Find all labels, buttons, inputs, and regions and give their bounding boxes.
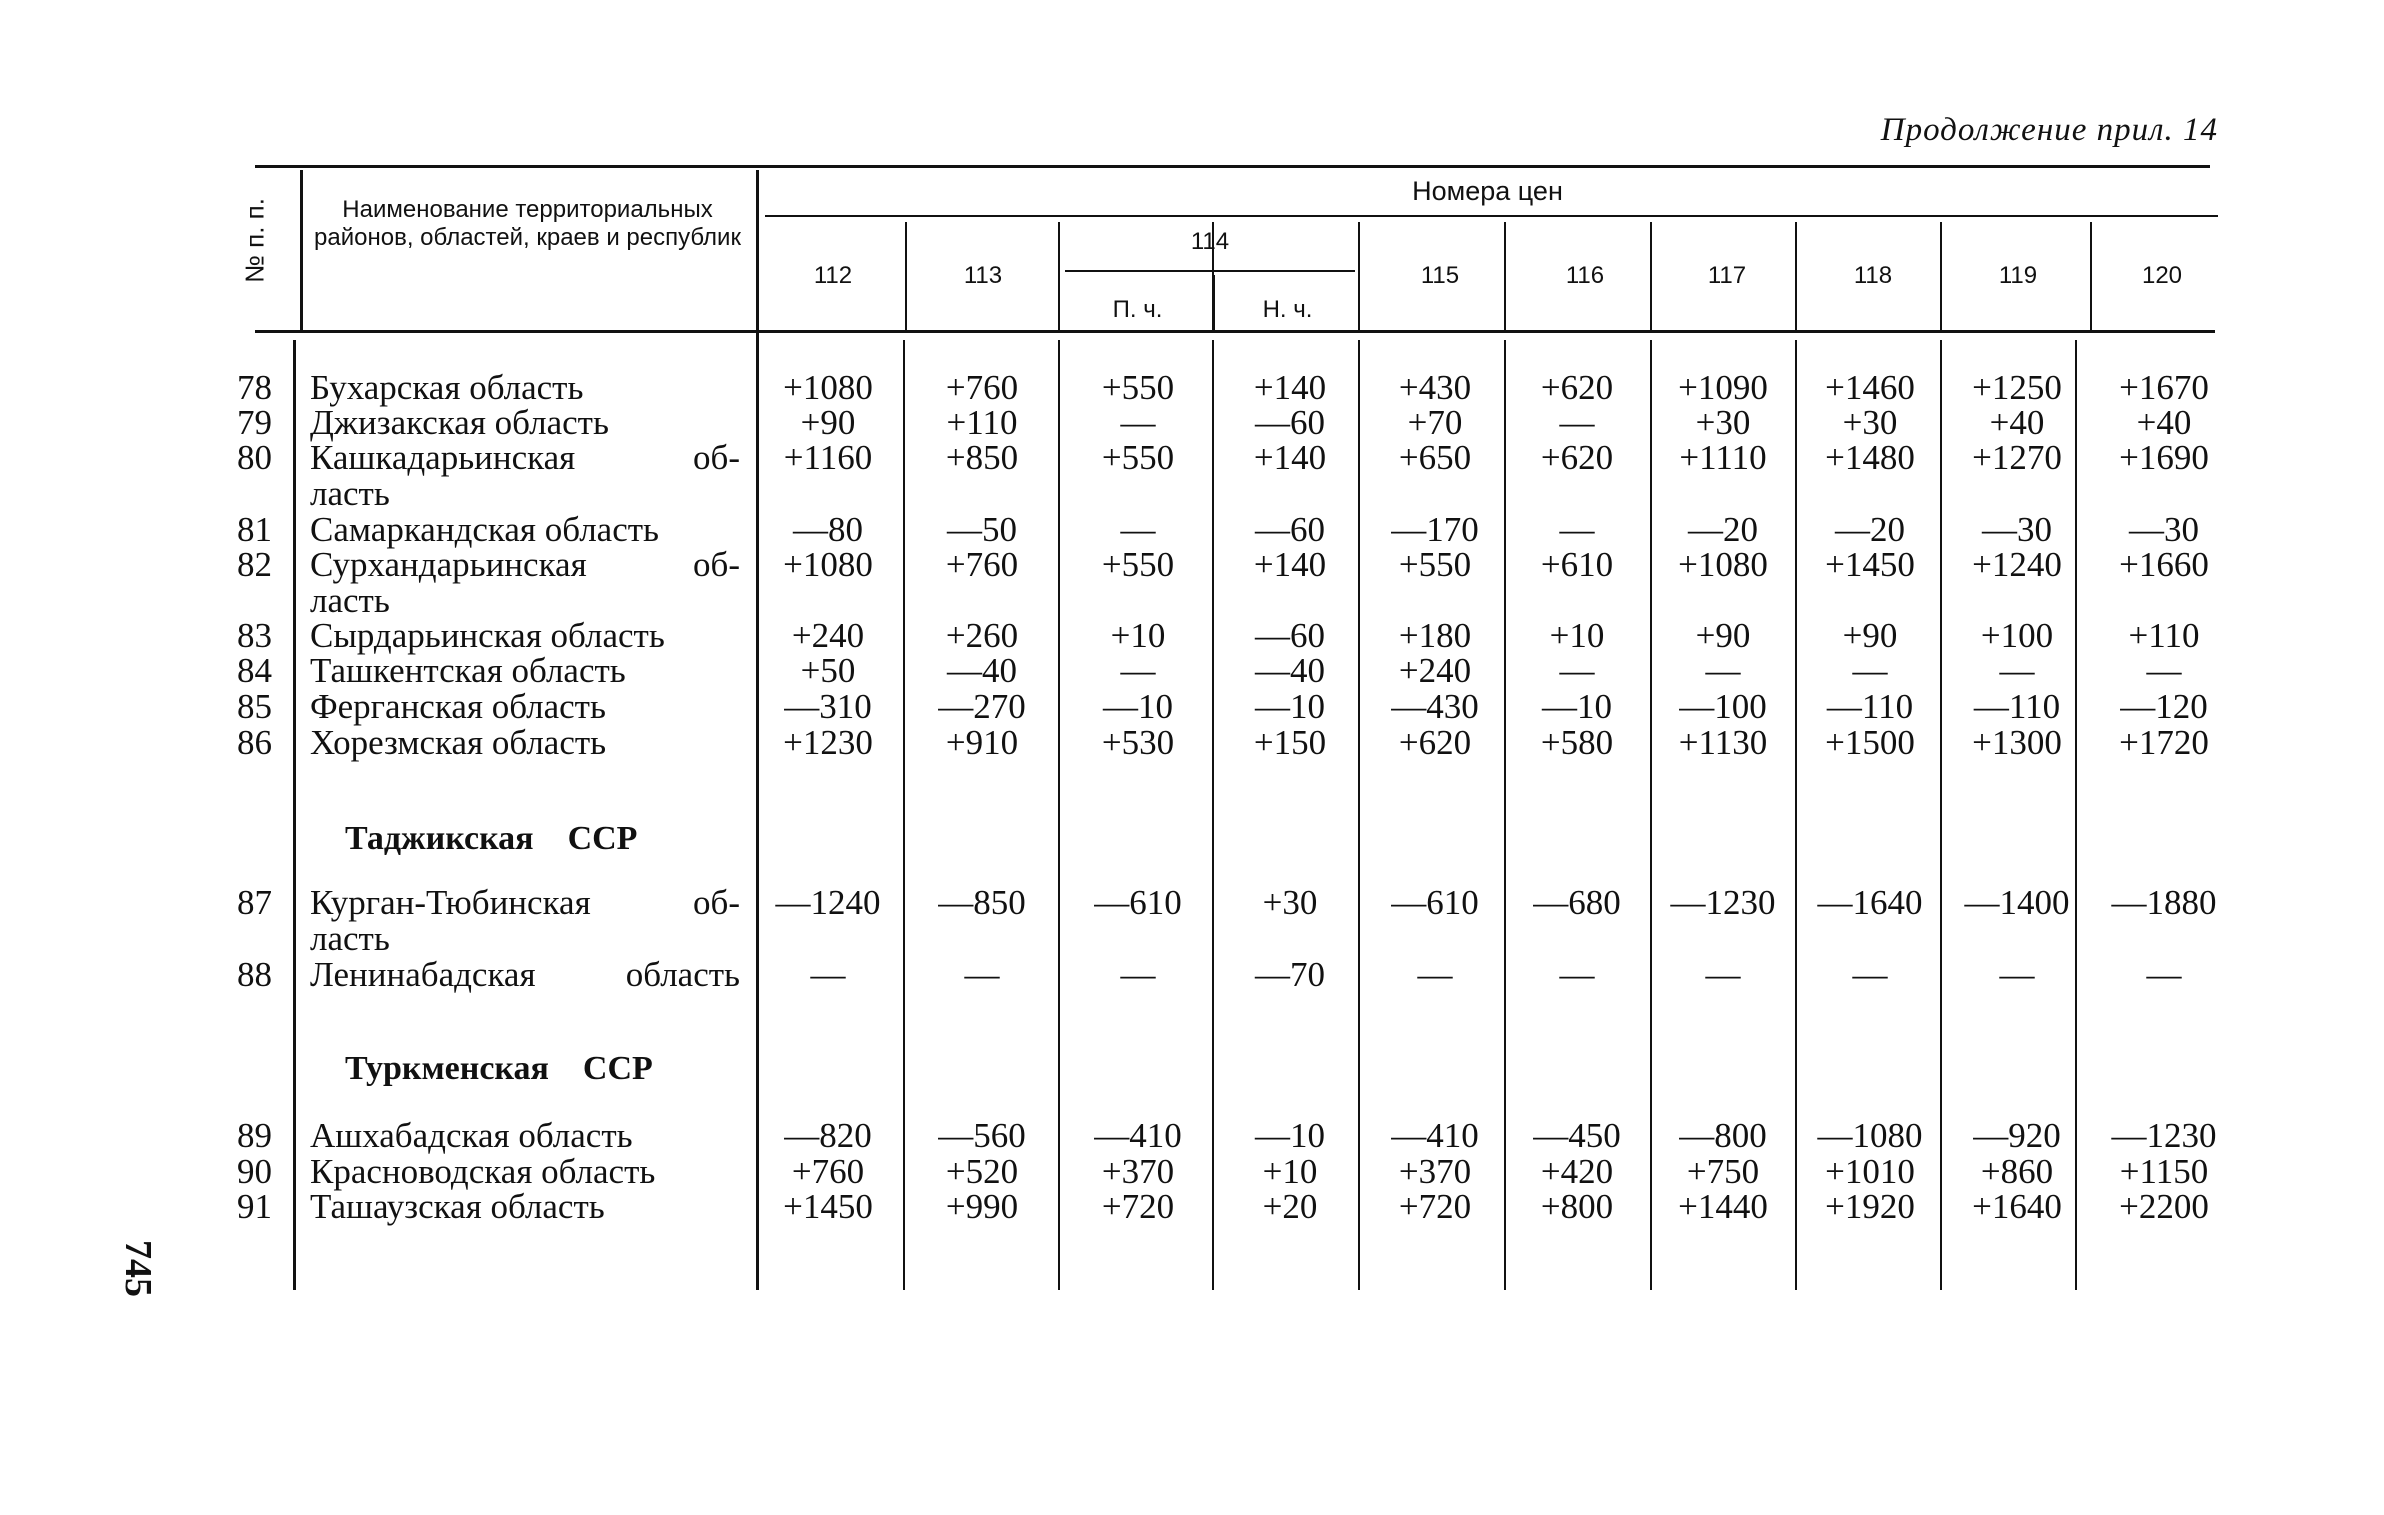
table-cell: —: [1705, 955, 1741, 994]
table-cell: —40: [1255, 651, 1325, 690]
table-cell: —310: [784, 687, 872, 726]
table-cell: +90: [1842, 616, 1898, 655]
table-cell: —110: [1826, 687, 1914, 726]
table-cell: —: [1120, 955, 1156, 994]
table-cell: +180: [1398, 616, 1472, 655]
column-header-117: 117: [1707, 262, 1747, 289]
table-cell: +140: [1253, 438, 1327, 477]
table-cell: —: [810, 955, 846, 994]
table-rule: [255, 165, 2210, 168]
table-cell: +520: [945, 1152, 1019, 1191]
table-cell: +800: [1540, 1187, 1614, 1226]
table-cell: +550: [1101, 438, 1175, 477]
region-name: ласть: [310, 474, 390, 513]
table-cell: +1460: [1825, 368, 1915, 407]
table-cell: —: [1852, 955, 1888, 994]
section-heading: Таджикская ССР: [345, 820, 638, 857]
table-cell: —410: [1391, 1116, 1479, 1155]
table-cell: +1230: [783, 723, 873, 762]
region-name: Хорезмская область: [310, 723, 607, 762]
table-cell: +1640: [1972, 1187, 2062, 1226]
table-cell: —30: [2129, 510, 2199, 549]
table-cell: —1230: [1670, 883, 1776, 922]
table-cell: +10: [1549, 616, 1605, 655]
table-cell: —: [1852, 651, 1888, 690]
table-cell: —: [1559, 403, 1595, 442]
table-cell: —560: [938, 1116, 1026, 1155]
table-cell: +1480: [1825, 438, 1915, 477]
table-cell: +1670: [2119, 368, 2209, 407]
table-cell: +1250: [1972, 368, 2062, 407]
table-cell: +10: [1110, 616, 1166, 655]
table-cell: —1080: [1817, 1116, 1923, 1155]
table-cell: +260: [945, 616, 1019, 655]
table-cell: —170: [1391, 510, 1479, 549]
table-cell: —20: [1688, 510, 1758, 549]
table-rule: [1058, 340, 1060, 1290]
region-name: Самаркандская область: [310, 510, 659, 549]
table-cell: +30: [1262, 883, 1318, 922]
table-cell: +550: [1101, 545, 1175, 584]
row-number: 85: [237, 687, 272, 726]
row-number: 83: [237, 616, 272, 655]
table-cell: —270: [938, 687, 1026, 726]
table-cell: +1270: [1972, 438, 2062, 477]
table-cell: +1720: [2119, 723, 2209, 762]
table-cell: —: [2146, 651, 2182, 690]
row-number: 79: [237, 403, 272, 442]
table-rule: [1650, 340, 1652, 1290]
table-cell: +760: [945, 368, 1019, 407]
table-cell: +90: [1695, 616, 1751, 655]
table-cell: +620: [1398, 723, 1472, 762]
table-cell: +850: [945, 438, 1019, 477]
table-rule: [293, 340, 296, 1290]
table-cell: —60: [1255, 403, 1325, 442]
table-cell: —1230: [2111, 1116, 2217, 1155]
table-cell: +1920: [1825, 1187, 1915, 1226]
region-name: Ташкентская область: [310, 651, 626, 690]
row-number: 89: [237, 1116, 272, 1155]
table-cell: +1080: [783, 545, 873, 584]
table-cell: —: [1705, 651, 1741, 690]
table-cell: +910: [945, 723, 1019, 762]
table-rule: [1940, 340, 1942, 1290]
no-column-header: № п. п.: [239, 198, 270, 283]
table-cell: —450: [1533, 1116, 1621, 1155]
region-name: Ферганская область: [310, 687, 606, 726]
table-cell: —: [1559, 955, 1595, 994]
table-cell: +240: [1398, 651, 1472, 690]
table-cell: +90: [800, 403, 856, 442]
table-cell: —920: [1973, 1116, 2061, 1155]
table-cell: +1690: [2119, 438, 2209, 477]
table-cell: +860: [1980, 1152, 2054, 1191]
table-cell: +1440: [1678, 1187, 1768, 1226]
table-rule: [903, 340, 905, 1290]
table-rule: [1065, 270, 1355, 272]
table-cell: +110: [946, 403, 1018, 442]
table-cell: +1160: [783, 438, 873, 477]
region-name: Ташаузская область: [310, 1187, 605, 1226]
table-rule: [765, 215, 2218, 217]
table-cell: —: [1120, 510, 1156, 549]
table-cell: +70: [1407, 403, 1463, 442]
table-cell: +990: [945, 1187, 1019, 1226]
table-cell: +650: [1398, 438, 1472, 477]
table-cell: +140: [1253, 545, 1327, 584]
row-number: 90: [237, 1152, 272, 1191]
table-cell: +1010: [1825, 1152, 1915, 1191]
table-cell: —60: [1255, 510, 1325, 549]
table-cell: —: [964, 955, 1000, 994]
region-name: Сурхандарьинская об-: [310, 545, 740, 584]
table-cell: —10: [1542, 687, 1612, 726]
row-number: 81: [237, 510, 272, 549]
row-number: 78: [237, 368, 272, 407]
table-cell: —: [1559, 651, 1595, 690]
table-cell: —120: [2120, 687, 2208, 726]
table-cell: +30: [1842, 403, 1898, 442]
table-cell: —1640: [1817, 883, 1923, 922]
region-name: ласть: [310, 581, 390, 620]
column-header-118: 118: [1853, 262, 1893, 289]
table-cell: —: [1999, 651, 2035, 690]
table-cell: +110: [2128, 616, 2200, 655]
row-number: 88: [237, 955, 272, 994]
table-cell: +1150: [2119, 1152, 2209, 1191]
table-cell: +750: [1686, 1152, 1760, 1191]
table-cell: —610: [1094, 883, 1182, 922]
table-cell: —: [1999, 955, 2035, 994]
table-cell: —40: [947, 651, 1017, 690]
table-cell: —430: [1391, 687, 1479, 726]
table-cell: —20: [1835, 510, 1905, 549]
table-cell: +100: [1980, 616, 2054, 655]
table-cell: —: [1559, 510, 1595, 549]
table-rule: [1795, 340, 1797, 1290]
table-cell: +1300: [1972, 723, 2062, 762]
table-cell: +1500: [1825, 723, 1915, 762]
table-cell: +420: [1540, 1152, 1614, 1191]
prices-header: Номера цен: [1412, 176, 1563, 206]
region-name: Курган-Тюбинская об-: [310, 883, 740, 922]
table-cell: +760: [945, 545, 1019, 584]
table-cell: —1400: [1964, 883, 2070, 922]
column-header-114: 114: [1190, 228, 1230, 255]
row-number: 82: [237, 545, 272, 584]
table-cell: +620: [1540, 438, 1614, 477]
table-cell: —850: [938, 883, 1026, 922]
table-cell: +240: [791, 616, 865, 655]
table-cell: +2200: [2119, 1187, 2209, 1226]
region-name: Ленинабадская область: [310, 955, 740, 994]
table-cell: +550: [1398, 545, 1472, 584]
table-rule: [1058, 222, 1060, 330]
table-cell: +760: [791, 1152, 865, 1191]
table-cell: +40: [1989, 403, 2045, 442]
table-cell: —410: [1094, 1116, 1182, 1155]
table-cell: —1880: [2111, 883, 2217, 922]
table-cell: +580: [1540, 723, 1614, 762]
table-cell: +50: [800, 651, 856, 690]
table-cell: —: [1417, 955, 1453, 994]
table-cell: —680: [1533, 883, 1621, 922]
table-cell: —70: [1255, 955, 1325, 994]
table-rule: [1212, 340, 1214, 1290]
table-cell: +1450: [1825, 545, 1915, 584]
table-cell: —800: [1679, 1116, 1767, 1155]
column-header-113: 113: [963, 262, 1003, 289]
table-rule: [905, 222, 907, 330]
column-header-114-sub-2: Н. ч.: [1262, 296, 1313, 323]
row-number: 84: [237, 651, 272, 690]
page-number: 745: [117, 1240, 159, 1297]
table-cell: —: [1120, 403, 1156, 442]
table-cell: +1240: [1972, 545, 2062, 584]
table-cell: —60: [1255, 616, 1325, 655]
table-cell: +140: [1253, 368, 1327, 407]
table-cell: +720: [1398, 1187, 1472, 1226]
table-cell: +10: [1262, 1152, 1318, 1191]
table-cell: +370: [1101, 1152, 1175, 1191]
table-cell: —1240: [775, 883, 881, 922]
column-header-114-sub-1: П. ч.: [1112, 296, 1163, 323]
table-cell: +150: [1253, 723, 1327, 762]
table-cell: —80: [793, 510, 863, 549]
table-cell: —610: [1391, 883, 1479, 922]
table-cell: —30: [1982, 510, 2052, 549]
column-header-112: 112: [813, 262, 853, 289]
table-cell: +550: [1101, 368, 1175, 407]
row-number: 80: [237, 438, 272, 477]
table-cell: +1080: [1678, 545, 1768, 584]
column-header-120: 120: [2141, 262, 2183, 289]
region-name: Бухарская область: [310, 368, 584, 407]
table-cell: +720: [1101, 1187, 1175, 1226]
section-heading: Туркменская ССР: [345, 1050, 653, 1087]
table-cell: +620: [1540, 368, 1614, 407]
table-cell: —10: [1255, 1116, 1325, 1155]
caption: Продолжение прил. 14: [1880, 112, 2218, 148]
table-cell: —10: [1103, 687, 1173, 726]
table-cell: —820: [784, 1116, 872, 1155]
row-number: 86: [237, 723, 272, 762]
table-cell: +1660: [2119, 545, 2209, 584]
name-column-header: Наименование территориальных районов, областей, краев и республик: [314, 196, 741, 251]
table-cell: —50: [947, 510, 1017, 549]
table-cell: —110: [1973, 687, 2061, 726]
table-cell: +530: [1101, 723, 1175, 762]
row-number: 91: [237, 1187, 272, 1226]
table-cell: +1450: [783, 1187, 873, 1226]
row-number: 87: [237, 883, 272, 922]
column-header-115: 115: [1420, 262, 1460, 289]
table-cell: +1110: [1679, 438, 1767, 477]
region-name: Ашхабадская область: [310, 1116, 633, 1155]
table-cell: +610: [1540, 545, 1614, 584]
table-cell: +430: [1398, 368, 1472, 407]
table-cell: —: [1120, 651, 1156, 690]
region-name: ласть: [310, 919, 390, 958]
table-cell: +1090: [1678, 368, 1768, 407]
table-cell: —: [2146, 955, 2182, 994]
table-rule: [255, 330, 2215, 333]
table-cell: —10: [1255, 687, 1325, 726]
table-cell: +370: [1398, 1152, 1472, 1191]
region-name: Кашкадарьинская об-: [310, 438, 740, 477]
region-name: Красноводская область: [310, 1152, 656, 1191]
table-cell: +30: [1695, 403, 1751, 442]
region-name: Сырдарьинская область: [310, 616, 665, 655]
table-cell: —100: [1679, 687, 1767, 726]
column-header-119: 119: [1998, 262, 2038, 289]
table-cell: +40: [2136, 403, 2192, 442]
region-name: Джизакская область: [310, 403, 609, 442]
table-cell: +20: [1262, 1187, 1318, 1226]
column-header-116: 116: [1565, 262, 1605, 289]
table-cell: +1130: [1678, 723, 1768, 762]
table-cell: +1080: [783, 368, 873, 407]
